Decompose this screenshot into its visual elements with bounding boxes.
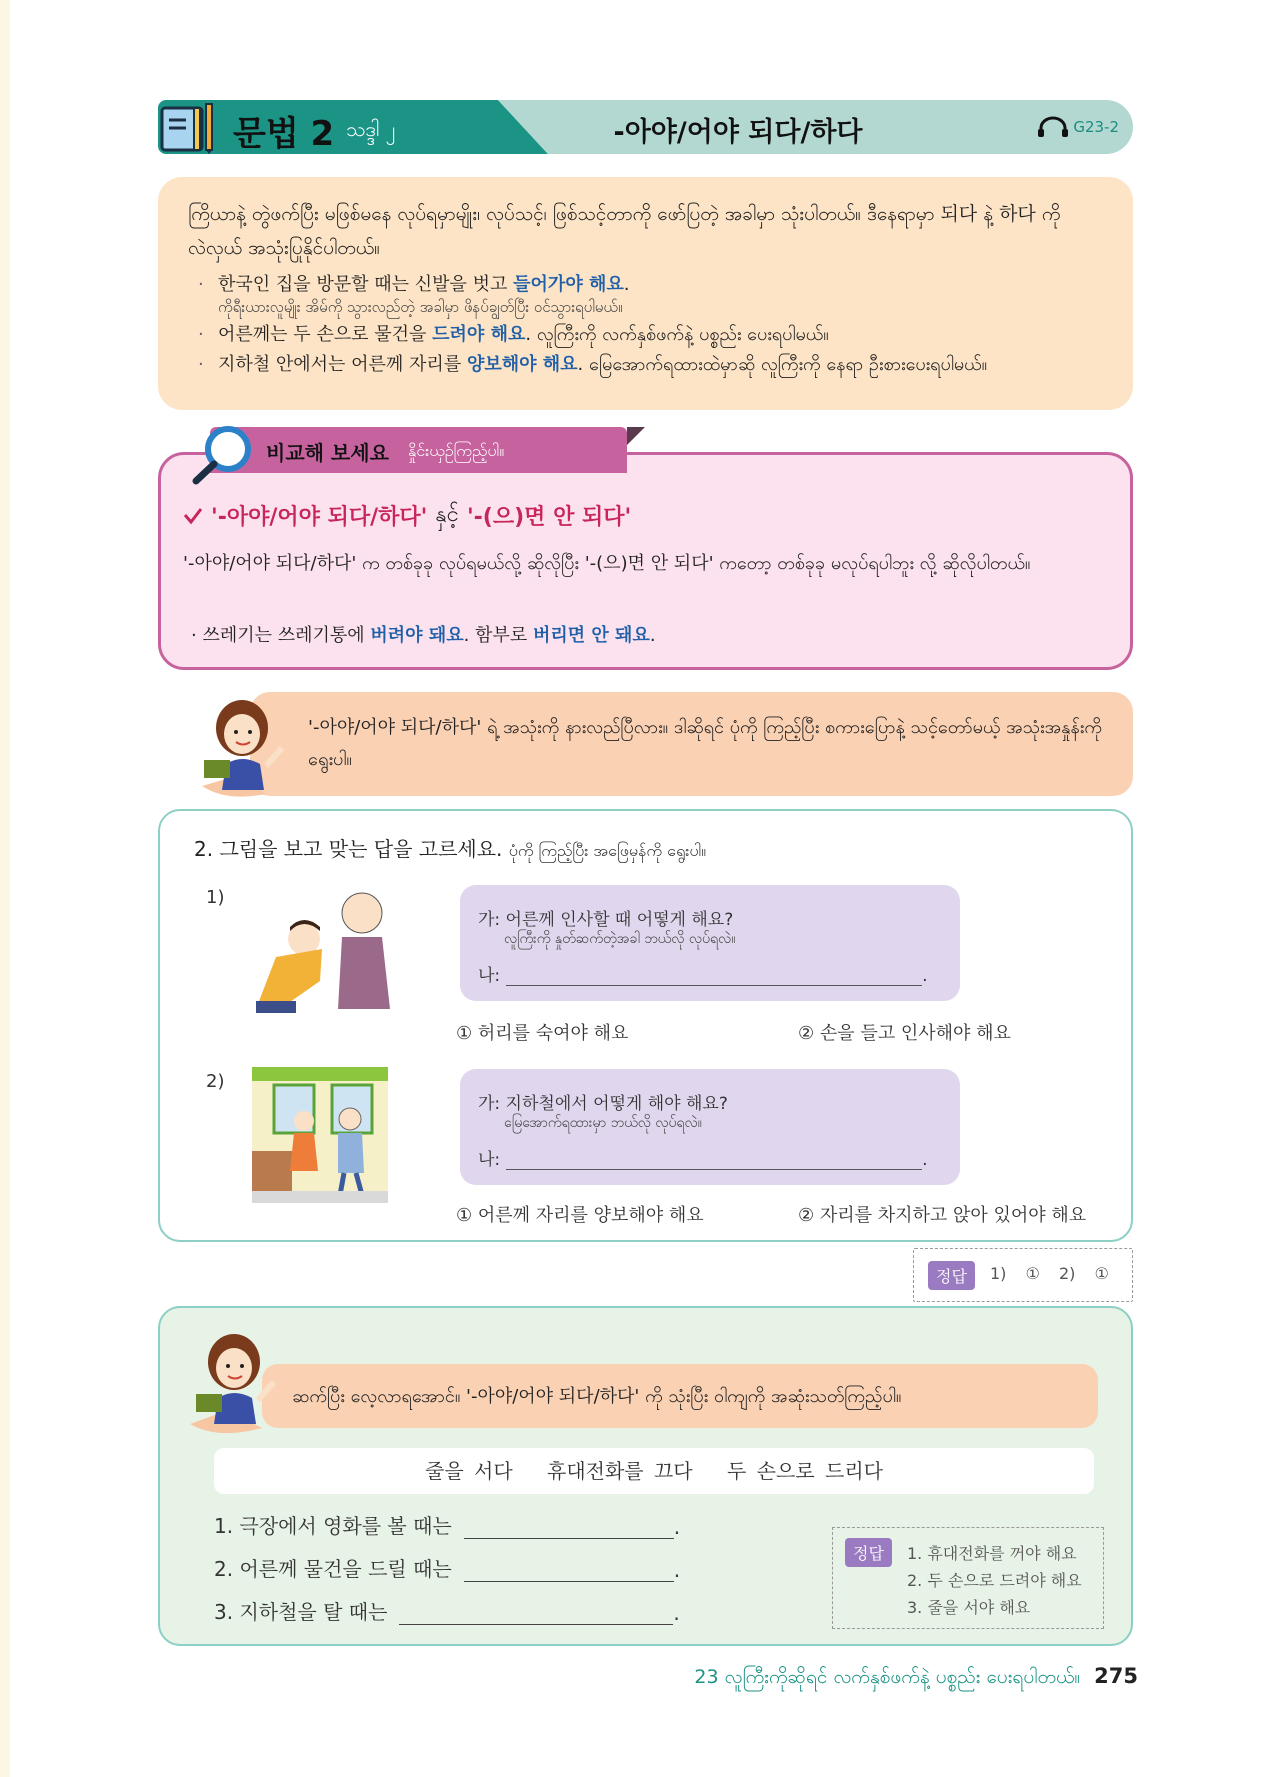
example-text: 한국인 집을 방문할 때는 신발을 벗고	[218, 274, 514, 295]
question-number: 2)	[206, 1071, 225, 1092]
example-text-end: . မြေအောက်ရထားထဲမှာဆို လူကြီးကို နေရာ ဦးစားပေးရပါမယ်။	[577, 354, 988, 375]
word-bank-item: 휴대전화를 끄다	[547, 1459, 693, 1483]
teacher-prompt	[250, 692, 1133, 796]
example-text-end: . လူကြီးကို လက်နှစ်ဖက်နဲ့ ပစ္စည်း ပေးရပါမယ်။	[525, 324, 829, 345]
example-keyword: 양보해야 해요	[466, 354, 578, 375]
answer-blank[interactable]	[506, 968, 922, 986]
magnifier-icon	[190, 423, 254, 487]
footer-chapter: 23 လူကြီးကိုဆိုရင် လက်နှစ်ဖက်နဲ့ ပစ္စည်း ပေးရပါတယ်။	[694, 1666, 1081, 1688]
fill-item-prompt: 3. 지하철을 탈 때는	[214, 1600, 388, 1624]
bowing-illustration	[250, 881, 396, 1013]
choice-option[interactable]: ② 손을 들고 인사해야 해요	[798, 1023, 1011, 1044]
page-subtitle: သဒ္ဒါ ၂	[346, 117, 396, 141]
example-text-end: .	[623, 274, 630, 295]
page-edge-strip	[0, 0, 10, 1777]
answer-badge: 정답	[845, 1538, 892, 1567]
compare-example-keyword: 버려야 돼요	[370, 625, 464, 646]
page-title: 문법 2	[233, 114, 335, 154]
fill-item-prompt: 2. 어른께 물건을 드릴 때는	[214, 1557, 452, 1581]
example-translation: ကိုရီးယားလူမျိုး အိမ်ကို သွားလည်တဲ့ အခါမှာ ဖိနပ်ချွတ်ပြီး ဝင်သွားရပါမယ်။	[218, 298, 623, 316]
compare-example-text: . 함부로	[463, 625, 533, 646]
compare-tab-label: 비교해 보세요	[266, 441, 389, 465]
answer-line: 1. 휴대전화를 꺼야 해요	[907, 1544, 1077, 1563]
fill-blank[interactable]	[399, 1605, 673, 1625]
example-text: 어른께는 두 손으로 물건을	[218, 324, 433, 345]
checkmark-icon	[183, 507, 203, 525]
grammar-header	[158, 100, 1133, 154]
answer-label: 나:	[478, 1150, 501, 1170]
compare-example-text: · 쓰레기는 쓰레기통에	[191, 625, 371, 646]
compare-example	[191, 621, 656, 647]
dialogue-bubble	[460, 1069, 960, 1185]
compare-title-a: '-아야/어야 되다/하다'	[211, 505, 428, 530]
compare-body: '-아야/어야 되다/하다' က တစ်ခုခု လုပ်ရမယ်လို့ ဆိုလိုပြီး '-(으)면 안 되다' ကတော့ တစ်ခုခု မလုပ်ရပါဘူး လို့ ဆိုလိုပါတယ်။	[183, 553, 1031, 574]
fill-item: 2. 어른께 물건을 드릴 때는 .	[214, 1553, 680, 1582]
answer-line: 2. 두 손으로 드려야 해요	[907, 1571, 1082, 1590]
audio-track[interactable]	[1037, 116, 1119, 138]
exercise-2-title-my: ပုံကို ကြည့်ပြီး အဖြေမှန်ကို ရွေးပါ။	[508, 841, 707, 860]
word-bank-item: 줄을 서다	[425, 1459, 513, 1483]
answer-label: 나:	[478, 966, 501, 986]
exercise-2	[158, 809, 1133, 1242]
choice-option[interactable]: ② 자리를 차지하고 앉아 있어야 해요	[798, 1205, 1087, 1226]
explanation-box	[158, 177, 1133, 410]
teacher-icon	[196, 690, 292, 800]
teacher-prompt-2	[262, 1364, 1098, 1428]
bullet: ·	[198, 354, 204, 375]
exercise-2-title-ko: 2. 그림을 보고 맞는 답을 고르세요.	[194, 837, 503, 861]
compare-example-text: .	[649, 625, 656, 646]
headphones-icon[interactable]	[1037, 116, 1069, 138]
dialogue-bubble	[460, 885, 960, 1001]
example-item	[198, 273, 1118, 317]
dialogue-answer: 나: .	[478, 961, 928, 986]
question-number: 1)	[206, 887, 225, 908]
fill-blank[interactable]	[464, 1562, 674, 1582]
dialogue-answer: 나: .	[478, 1145, 928, 1170]
answer-badge: 정답	[928, 1261, 975, 1290]
bullet: ·	[198, 324, 204, 345]
explanation-examples	[198, 273, 1118, 383]
page-footer	[694, 1664, 1138, 1693]
dialogue-question-translation: လူကြီးကို နှုတ်ဆက်တဲ့အခါ ဘယ်လို လုပ်ရလဲ။	[504, 931, 736, 947]
example-keyword: 드려야 해요	[432, 324, 526, 345]
compare-example-keyword: 버리면 안 돼요	[532, 625, 650, 646]
choice-option[interactable]: ① 허리를 숙여야 해요	[456, 1023, 629, 1044]
compare-tab-sub: နှိုင်းယှဉ်ကြည့်ပါ။	[408, 441, 505, 460]
compare-title-join: နှင့်	[435, 502, 459, 527]
answer-list	[907, 1540, 1082, 1621]
compare-tab	[210, 427, 627, 473]
fill-item: 3. 지하철을 탈 때는 .	[214, 1596, 680, 1625]
audio-code: G23-2	[1073, 118, 1119, 136]
page-number: 275	[1094, 1664, 1138, 1688]
teacher-prompt-text: '-아야/어야 되다/하다' ရဲ့ အသုံးကို နားလည်ပြီလား။ ဒါဆိုရင် ပုံကို ကြည့်ပြီး စကားပြောနဲ့ သင့်တော်မယ့် အသုံးအနှုန်းကို ရွေးပါ။	[308, 717, 1102, 770]
fill-blank[interactable]	[464, 1519, 674, 1539]
answer-values: 1) ① 2) ①	[990, 1264, 1109, 1283]
word-bank-item: 두 손으로 드리다	[727, 1459, 883, 1483]
fill-item-prompt: 1. 극장에서 영화를 볼 때는	[214, 1514, 452, 1538]
answer-blank[interactable]	[506, 1152, 922, 1170]
example-item	[198, 323, 1118, 347]
dialogue-question: 가: 지하철에서 어떻게 해야 해요?	[478, 1094, 728, 1114]
answer-key-3	[832, 1527, 1104, 1629]
answer-key-2	[913, 1248, 1133, 1302]
tab-fold	[627, 427, 645, 445]
example-item	[198, 353, 1118, 377]
exercise-2-title	[194, 833, 706, 864]
subway-illustration	[252, 1067, 388, 1203]
bullet: ·	[198, 274, 204, 295]
compare-title	[183, 499, 631, 532]
compare-title-b: '-(으)면 안 되다'	[466, 505, 632, 530]
compare-box	[158, 452, 1133, 670]
example-keyword: 들어가야 해요	[513, 274, 624, 295]
fill-item: 1. 극장에서 영화를 볼 때는 .	[214, 1510, 680, 1539]
example-text: 지하철 안에서는 어른께 자리를	[218, 354, 467, 375]
choice-option[interactable]: ① 어른께 자리를 양보해야 해요	[456, 1205, 704, 1226]
dialogue-question-translation: မြေအောက်ရထားမှာ ဘယ်လို လုပ်ရလဲ။	[504, 1115, 702, 1131]
grammar-point: -아야/어야 되다/하다	[613, 117, 863, 148]
explanation-text: ကြိယာနဲ့ တွဲဖက်ပြီး မဖြစ်မနေ လုပ်ရမှာမျိုး၊ လုပ်သင့်၊ ဖြစ်သင့်တာကို ဖော်ပြတဲ့ အခါမှာ သုံးပါတယ်။ ဒီနေရာမှာ 되다 နဲ့ 하다 ကို လဲလှယ် အသုံးပြုနိုင်ပါတယ်။	[188, 203, 1061, 259]
answer-line: 3. 줄을 서야 해요	[907, 1598, 1031, 1617]
teacher-prompt-2-text: ဆက်ပြီး လေ့လာရအောင်။ '-아야/어야 되다/하다' ကို သုံးပြီး ဝါကျကို အဆုံးသတ်ကြည့်ပါ။	[292, 1386, 902, 1407]
book-icon	[160, 102, 218, 154]
teacher-icon	[188, 1324, 284, 1434]
dialogue-question: 가: 어른께 인사할 때 어떻게 해요?	[478, 910, 734, 930]
word-bank	[214, 1448, 1094, 1494]
